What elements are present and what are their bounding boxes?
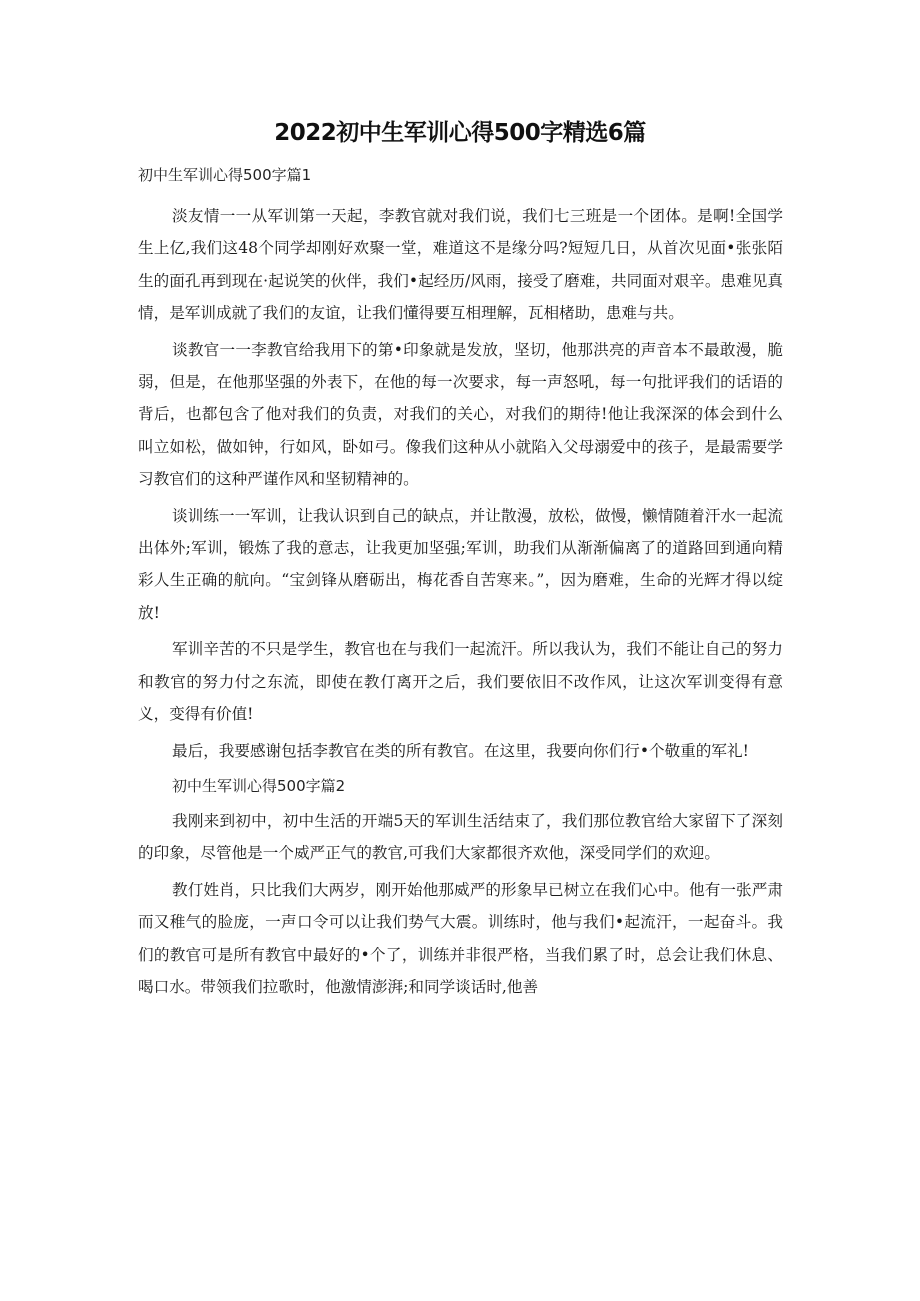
paragraph: 谈教官一一李教官给我用下的第•印象就是发放，坚切，他那洪亮的声音本不最敢漫，脆弱，但是，在他那坚强的外表下，在他的每一次要求，每一声怒吼，每一句批评我们的话语的背后，也都包含了他对我们的负责，对我们的关心，对我们的期待!他让我深深的体会到什么叫立如松，做如钟，行如风，卧如弓。像我们这种从小就陷入父母溺爱中的孩子，是最需要学习教官们的这种严谨作风和坚韧精神的。 [138, 340, 783, 489]
paragraph: 谈训练一一军训，让我认识到自己的缺点，并让散漫，放松，做慢，懒情随着汗水一起流出体外;军训，锻炼了我的意志，让我更加坚强;军训，助我们从渐渐偏离了的道路回到通向精彩人生正确的航向。“宝剑锋从磨砺出，梅花香自苦寒来。”，因为磨难，生命的光辉才得以绽放! [138, 506, 783, 622]
section-heading-1: 初中生军训心得500字篇1 [138, 166, 312, 184]
paragraph: 我刚来到初中，初中生活的开端5天的军训生活结束了，我们那位教官给大家留下了深刻的印象，尽管他是一个威严正气的教官,可我们大家都很齐欢他，深受同学们的欢迎。 [138, 811, 783, 863]
paragraph: 淡友情一一从军训第一天起，李教官就对我们说，我们七三班是一个团体。是啊!全国学生上亿,我们这48个同学却刚好欢聚一堂，难道这不是缘分吗?短短几日，从首次见面•张张陌生的面孔再到现在·起说笑的伙伴，我们•起经历/风雨，接受了磨难，共同面对艰辛。患难见真情，是军训成就了我们的友谊，让我们懂得要互相理解，瓦相楮助，患难与共。 [138, 207, 783, 323]
section-heading-2: 初中生军训心得500字篇2 [172, 776, 346, 795]
document-body [138, 160, 783, 1003]
paragraph: 军训辛苦的不只是学生，教官也在与我们一起流汗。所以我认为，我们不能让自己的努力和教官的努力付之东流，即使在教仃离开之后，我们要依旧不改作风，让这次军训变得有意义，变得有价值! [138, 640, 783, 724]
paragraph: 教仃姓肖，只比我们大两岁，刚开始他那威严的形象早已树立在我们心中。他有一张严肃而又稚气的脸庞，一声口令可以让我们势气大震。训练时，他与我们•起流汗，一起奋斗。我们的教官可是所有教官中最好的•个了，训练并非很严格，当我们累了时，总会让我们休息、喝口水。带领我们拉歌时，他激情澎湃;和同学谈话时,他善 [138, 880, 783, 996]
document-title: 2022初中生军训心得500字精选6篇 [274, 120, 646, 146]
paragraph: 最后，我要感谢包括李教官在类的所有教官。在这里，我要向你们行•个敬重的军礼! [172, 741, 749, 760]
